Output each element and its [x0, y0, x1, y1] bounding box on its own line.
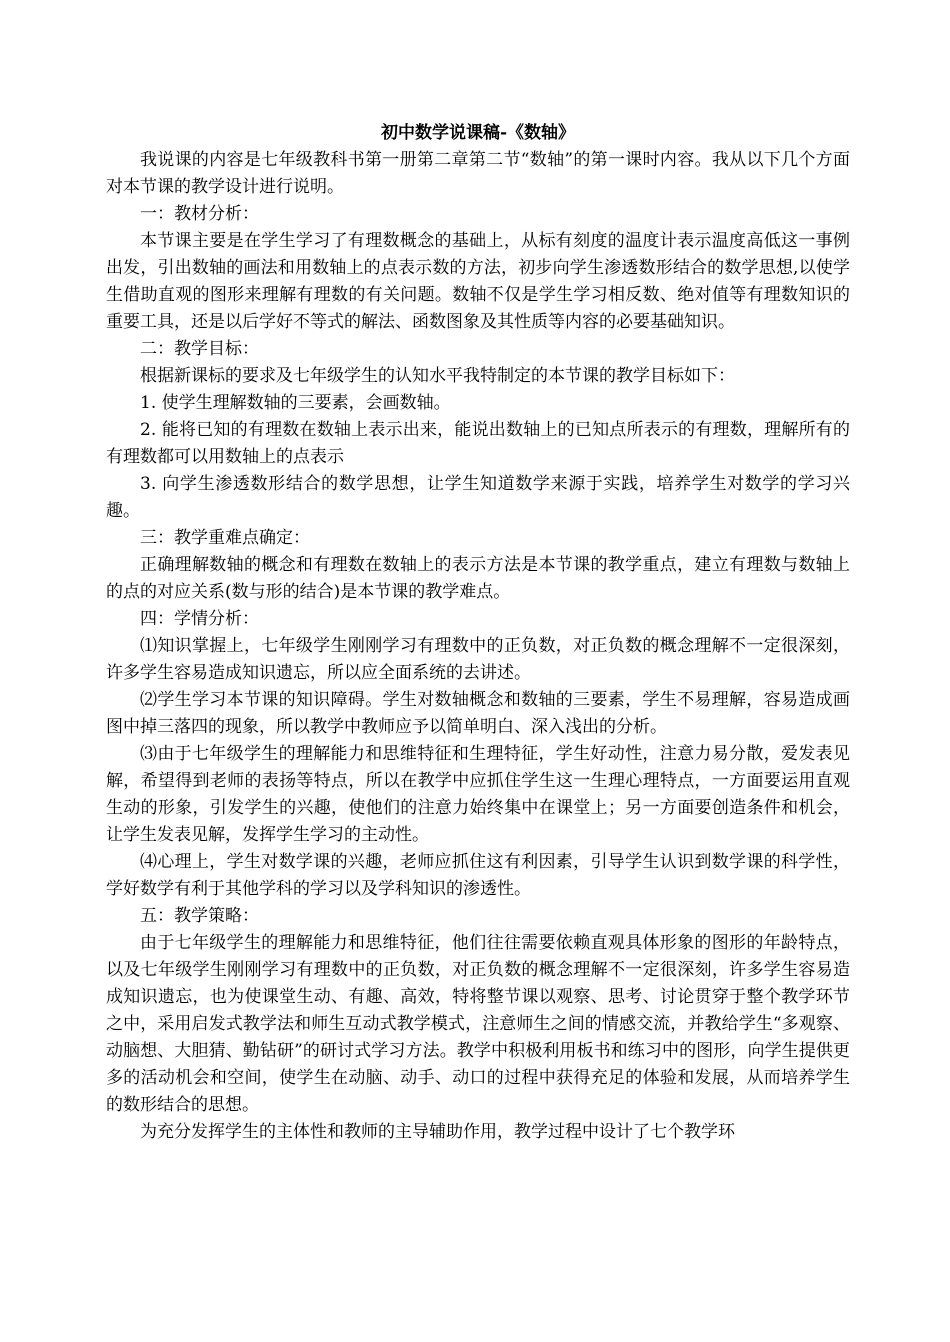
- intro-paragraph: 我说课的内容是七年级教科书第一册第二章第二节“数轴”的第一课时内容。我从以下几个方面对本节课的教学设计进行说明。: [106, 150, 850, 197]
- section-heading-textbook-analysis: 一：教材分析：: [140, 204, 259, 224]
- section-heading-key-points: 三：教学重难点确定：: [140, 528, 310, 548]
- student-analysis-item-3: ⑶由于七年级学生的理解能力和思维特征和生理特征，学生好动性，注意力易分散，爱发表见解，希望得到老师的表扬等特点，所以在教学中应抓住学生这一生理心理特点，一方面要运用直观生动的形象，引发学生的兴趣，使他们的注意力始终集中在课堂上；另一方面要创造条件和机会，让学生发表见解，发挥学生学习的主动性。: [106, 744, 850, 845]
- document-body: [106, 120, 850, 1146]
- section-heading-student-analysis: 四：学情分析：: [140, 609, 259, 629]
- section-heading-teaching-strategy: 五：教学策略：: [140, 906, 259, 926]
- key-points-paragraph: 正确理解数轴的概念和有理数在数轴上的表示方法是本节课的教学重点，建立有理数与数轴上的点的对应关系(数与形的结合)是本节课的教学难点。: [106, 555, 850, 602]
- student-analysis-item-1: ⑴知识掌握上，七年级学生刚刚学习有理数中的正负数，对正负数的概念理解不一定很深刻，许多学生容易造成知识遗忘，所以应全面系统的去讲述。: [106, 636, 850, 683]
- document-title: 初中数学说课稿-《数轴》: [380, 123, 576, 143]
- textbook-analysis-paragraph: 本节课主要是在学生学习了有理数概念的基础上，从标有刻度的温度计表示温度高低这一事例出发，引出数轴的画法和用数轴上的点表示数的方法，初步向学生渗透数形结合的数学思想,以使学生借助直观的图形来理解有理数的有关问题。数轴不仅是学生学习相反数、绝对值等有理数知识的重要工具，还是以后学好不等式的解法、函数图象及其性质等内容的必要基础知识。: [106, 231, 850, 332]
- teaching-strategy-paragraph: 由于七年级学生的理解能力和思维特征，他们往往需要依赖直观具体形象的图形的年龄特点，以及七年级学生刚刚学习有理数中的正负数，对正负数的概念理解不一定很深刻，许多学生容易造成知识遗忘，也为使课堂生动、有趣、高效，特将整节课以观察、思考、讨论贯穿于整个教学环节之中，采用启发式教学法和师生互动式教学模式，注意师生之间的情感交流，并教给学生“多观察、动脑想、大胆猜、勤钻研”的研讨式学习方法。教学中积极利用板书和练习中的图形，向学生提供更多的活动机会和空间，使学生在动脑、动手、动口的过程中获得充足的体验和发展，从而培养学生的数形结合的思想。: [106, 933, 850, 1115]
- goal-item-2: 2. 能将已知的有理数在数轴上表示出来，能说出数轴上的已知点所表示的有理数，理解所有的有理数都可以用数轴上的点表示: [106, 420, 850, 467]
- goal-item-3: 3. 向学生渗透数形结合的数学思想，让学生知道数学来源于实践，培养学生对数学的学习兴趣。: [106, 474, 850, 521]
- goal-item-1: 1. 使学生理解数轴的三要素，会画数轴。: [140, 393, 451, 413]
- section-heading-teaching-goals: 二：教学目标：: [140, 339, 259, 359]
- teaching-process-paragraph: 为充分发挥学生的主体性和教师的主导辅助作用，教学过程中设计了七个教学环: [140, 1122, 735, 1142]
- teaching-goals-intro: 根据新课标的要求及七年级学生的认知水平我特制定的本节课的教学目标如下：: [140, 366, 735, 386]
- student-analysis-item-2: ⑵学生学习本节课的知识障碍。学生对数轴概念和数轴的三要素，学生不易理解，容易造成画图中掉三落四的现象，所以教学中教师应予以简单明白、深入浅出的分析。: [106, 690, 850, 737]
- student-analysis-item-4: ⑷心理上，学生对数学课的兴趣，老师应抓住这有利因素，引导学生认识到数学课的科学性，学好数学有利于其他学科的学习以及学科知识的渗透性。: [106, 852, 850, 899]
